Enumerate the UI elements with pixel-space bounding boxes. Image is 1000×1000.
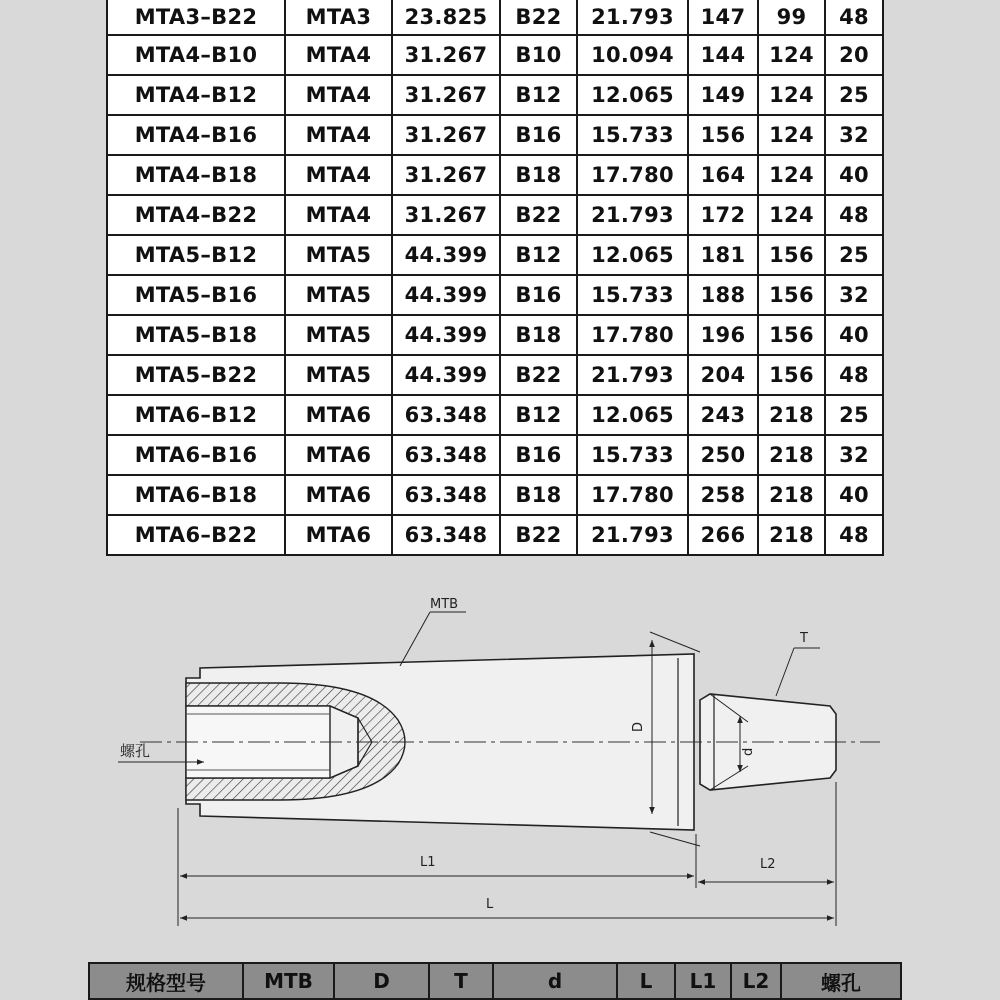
table-cell: 250	[688, 435, 758, 475]
table-row	[107, 195, 883, 235]
table-cell: 266	[688, 515, 758, 555]
table-cell: B22	[500, 195, 577, 235]
table-cell: 44.399	[392, 315, 500, 355]
label-t: T	[800, 631, 808, 646]
table-cell: 21.793	[577, 0, 688, 35]
table-cell: 12.065	[577, 75, 688, 115]
label-d-lower: d	[741, 747, 756, 756]
table-cell: 31.267	[392, 115, 500, 155]
table-cell: 25	[825, 395, 883, 435]
table-cell: 204	[688, 355, 758, 395]
column-header-table	[88, 962, 902, 1000]
table-cell: 156	[758, 235, 825, 275]
table-cell: 44.399	[392, 275, 500, 315]
header-row	[89, 963, 901, 999]
spec-table-body	[107, 0, 883, 555]
table-cell: B18	[500, 315, 577, 355]
table-cell: MTA6	[285, 515, 392, 555]
table-cell: 156	[758, 315, 825, 355]
table-cell: 99	[758, 0, 825, 35]
table-cell: 31.267	[392, 195, 500, 235]
taper-adapter-diagram	[0, 596, 1000, 936]
column-header: D	[334, 963, 429, 999]
table-cell: MTA6–B18	[107, 475, 285, 515]
table-cell: MTA5–B12	[107, 235, 285, 275]
table-row	[107, 315, 883, 355]
table-cell: MTA4	[285, 35, 392, 75]
table-cell: MTA5	[285, 275, 392, 315]
table-cell: 218	[758, 475, 825, 515]
table-cell: 147	[688, 0, 758, 35]
table-cell: MTA4–B10	[107, 35, 285, 75]
table-cell: 15.733	[577, 115, 688, 155]
table-cell: 32	[825, 435, 883, 475]
table-row	[107, 475, 883, 515]
table-cell: 258	[688, 475, 758, 515]
table-row	[107, 75, 883, 115]
table-cell: 44.399	[392, 235, 500, 275]
table-cell: 25	[825, 75, 883, 115]
table-cell: 48	[825, 355, 883, 395]
table-cell: 48	[825, 0, 883, 35]
table-cell: B22	[500, 0, 577, 35]
table-row	[107, 155, 883, 195]
table-cell: B22	[500, 355, 577, 395]
table-cell: MTA6–B16	[107, 435, 285, 475]
table-cell: 124	[758, 35, 825, 75]
table-cell: 31.267	[392, 155, 500, 195]
table-cell: B12	[500, 395, 577, 435]
table-row	[107, 115, 883, 155]
table-cell: MTA3	[285, 0, 392, 35]
table-cell: MTA4–B18	[107, 155, 285, 195]
table-cell: 124	[758, 195, 825, 235]
table-cell: B18	[500, 475, 577, 515]
table-cell: MTA6–B22	[107, 515, 285, 555]
label-l2: L2	[760, 857, 776, 872]
table-cell: MTA5–B22	[107, 355, 285, 395]
label-hole: 螺孔	[120, 742, 151, 760]
label-d-upper: D	[631, 721, 646, 732]
column-header: L	[617, 963, 675, 999]
table-cell: 63.348	[392, 475, 500, 515]
table-row	[107, 395, 883, 435]
table-cell: 124	[758, 75, 825, 115]
table-cell: 48	[825, 195, 883, 235]
table-cell: 243	[688, 395, 758, 435]
table-cell: MTA6	[285, 475, 392, 515]
table-cell: 15.733	[577, 275, 688, 315]
table-cell: 164	[688, 155, 758, 195]
table-cell: B22	[500, 515, 577, 555]
table-cell: B16	[500, 115, 577, 155]
table-cell: MTA6–B12	[107, 395, 285, 435]
column-header: MTB	[243, 963, 334, 999]
table-cell: MTA4	[285, 115, 392, 155]
table-row	[107, 355, 883, 395]
table-cell: 31.267	[392, 35, 500, 75]
table-cell: B12	[500, 75, 577, 115]
table-cell: MTA4–B12	[107, 75, 285, 115]
label-l: L	[486, 897, 494, 912]
column-header: 螺孔	[781, 963, 901, 999]
table-row	[107, 0, 883, 35]
label-l1: L1	[420, 855, 436, 870]
table-cell: 44.399	[392, 355, 500, 395]
table-row	[107, 515, 883, 555]
column-header: L1	[675, 963, 731, 999]
column-header: L2	[731, 963, 781, 999]
table-cell: 124	[758, 155, 825, 195]
table-cell: 218	[758, 435, 825, 475]
table-cell: 17.780	[577, 155, 688, 195]
table-row	[107, 275, 883, 315]
table-cell: B16	[500, 275, 577, 315]
table-cell: 181	[688, 235, 758, 275]
table-cell: 218	[758, 395, 825, 435]
column-header: T	[429, 963, 493, 999]
table-cell: 21.793	[577, 355, 688, 395]
table-cell: 25	[825, 235, 883, 275]
table-cell: 149	[688, 75, 758, 115]
table-cell: 63.348	[392, 395, 500, 435]
table-cell: B12	[500, 235, 577, 275]
table-row	[107, 435, 883, 475]
table-cell: 12.065	[577, 395, 688, 435]
table-cell: B10	[500, 35, 577, 75]
table-cell: MTA5	[285, 355, 392, 395]
table-cell: 124	[758, 115, 825, 155]
table-cell: MTA4–B16	[107, 115, 285, 155]
table-cell: 21.793	[577, 195, 688, 235]
table-cell: MTA4	[285, 75, 392, 115]
table-cell: 156	[758, 275, 825, 315]
table-cell: 172	[688, 195, 758, 235]
table-cell: B16	[500, 435, 577, 475]
table-cell: MTA6	[285, 395, 392, 435]
table-cell: MTA4	[285, 195, 392, 235]
table-cell: 10.094	[577, 35, 688, 75]
table-cell: 21.793	[577, 515, 688, 555]
table-cell: 196	[688, 315, 758, 355]
table-cell: MTA6	[285, 435, 392, 475]
table-cell: 40	[825, 475, 883, 515]
table-cell: MTA5–B16	[107, 275, 285, 315]
column-header: 规格型号	[89, 963, 243, 999]
table-cell: 63.348	[392, 515, 500, 555]
table-cell: MTA3–B22	[107, 0, 285, 35]
table-cell: MTA4	[285, 155, 392, 195]
table-row	[107, 35, 883, 75]
table-cell: 12.065	[577, 235, 688, 275]
table-cell: 32	[825, 275, 883, 315]
spec-table	[106, 0, 884, 556]
table-cell: 32	[825, 115, 883, 155]
table-cell: 40	[825, 315, 883, 355]
table-cell: 63.348	[392, 435, 500, 475]
table-cell: B18	[500, 155, 577, 195]
table-cell: 17.780	[577, 315, 688, 355]
column-header: d	[493, 963, 617, 999]
table-cell: 144	[688, 35, 758, 75]
table-cell: 15.733	[577, 435, 688, 475]
table-cell: 188	[688, 275, 758, 315]
table-cell: 17.780	[577, 475, 688, 515]
table-cell: 156	[758, 355, 825, 395]
label-mtb: MTB	[430, 597, 459, 612]
table-row	[107, 235, 883, 275]
table-cell: 218	[758, 515, 825, 555]
table-cell: 20	[825, 35, 883, 75]
table-cell: MTA4–B22	[107, 195, 285, 235]
table-cell: 23.825	[392, 0, 500, 35]
table-cell: 48	[825, 515, 883, 555]
table-cell: 156	[688, 115, 758, 155]
table-cell: MTA5	[285, 235, 392, 275]
table-cell: MTA5–B18	[107, 315, 285, 355]
table-cell: 40	[825, 155, 883, 195]
table-cell: 31.267	[392, 75, 500, 115]
table-cell: MTA5	[285, 315, 392, 355]
